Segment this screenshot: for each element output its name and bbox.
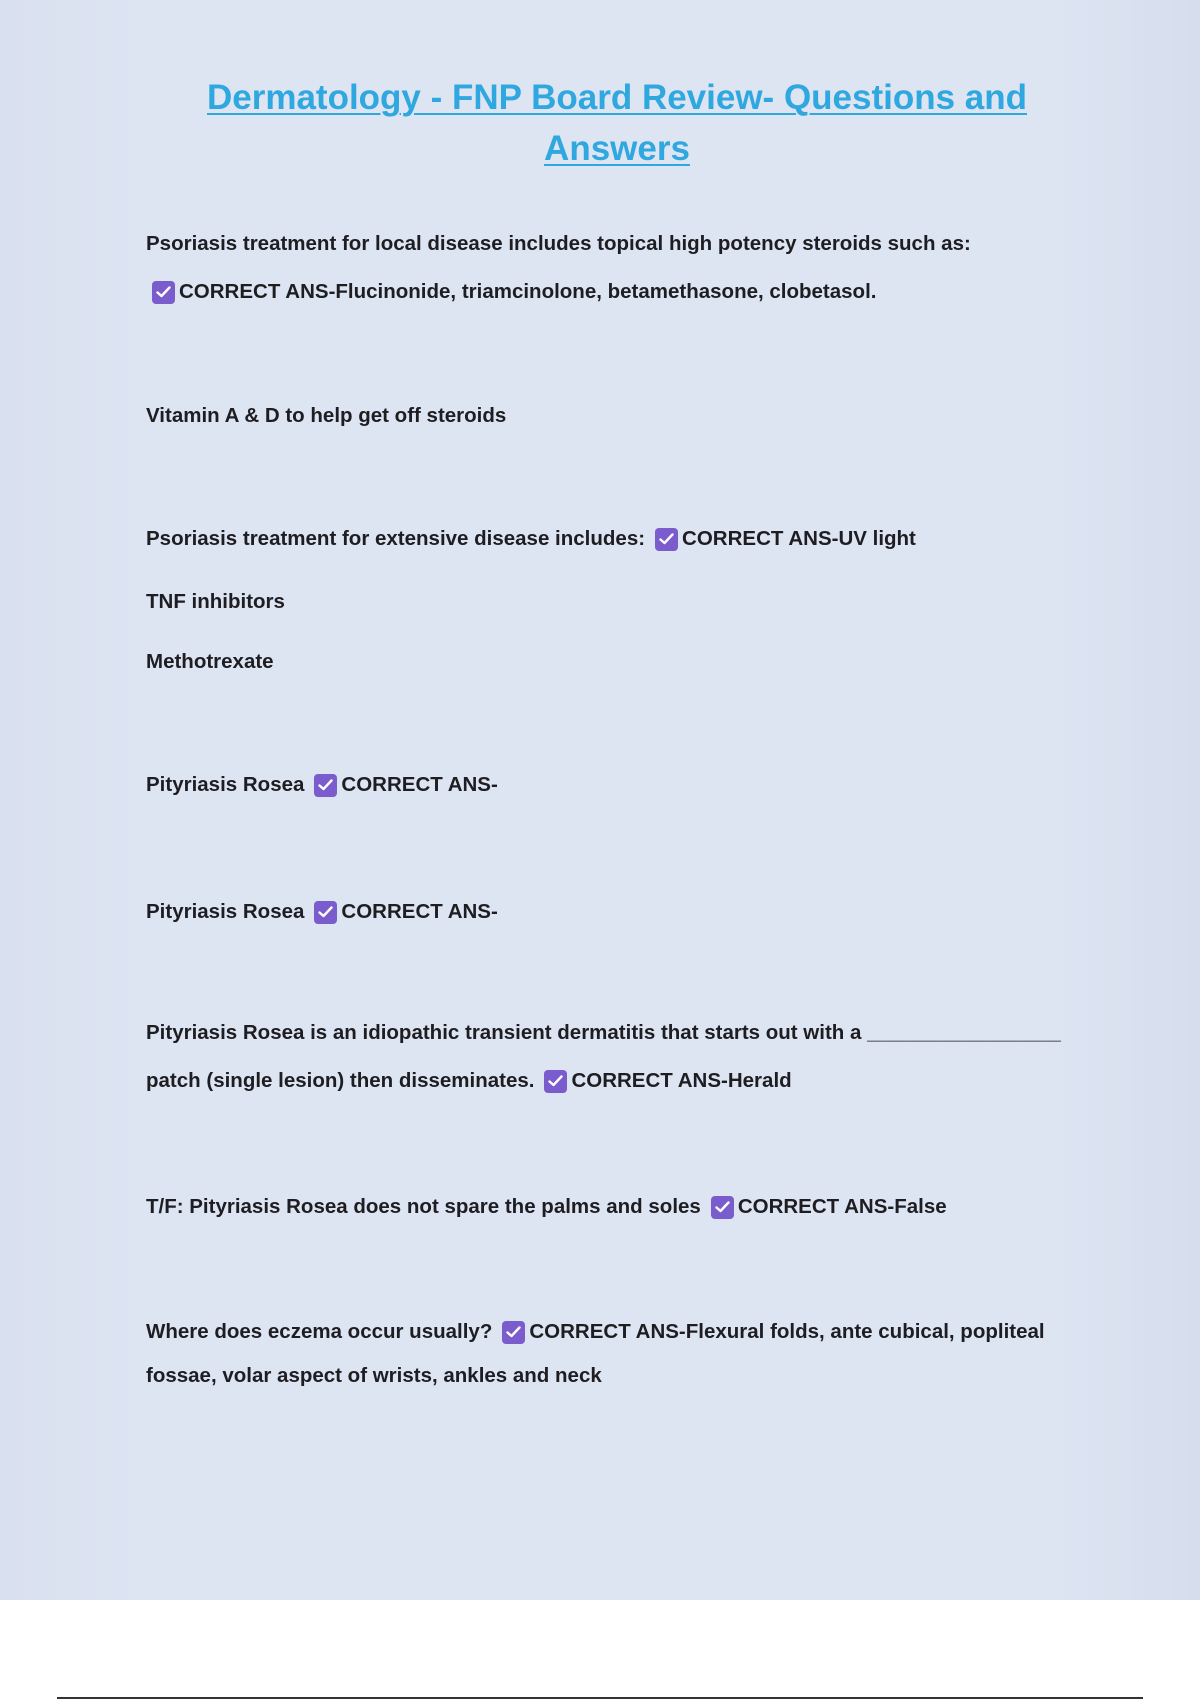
note-label: TNF inhibitors xyxy=(146,590,285,613)
note-label: Vitamin A & D to help get off steroids xyxy=(146,404,507,427)
answer-label: CORRECT ANS- xyxy=(341,773,498,796)
question-text xyxy=(146,773,498,797)
question-text xyxy=(146,232,971,256)
question-label: Where does eczema occur usually? xyxy=(146,1320,493,1343)
question-text xyxy=(146,1320,1045,1344)
footer-divider xyxy=(57,1697,1143,1699)
note-text xyxy=(146,404,506,428)
answer-label: CORRECT ANS-False xyxy=(737,1195,947,1218)
question-text xyxy=(146,1195,947,1219)
note-text xyxy=(146,650,274,674)
document-title: Dermatology - FNP Board Review- Questions and Answers xyxy=(206,78,1028,168)
question-label: T/F: Pityriasis Rosea does not spare the palms and soles xyxy=(146,1195,701,1218)
checkbox-checked-icon xyxy=(314,901,337,924)
checkbox-checked-icon xyxy=(152,281,175,304)
answer-text xyxy=(146,1364,602,1388)
answer-label: CORRECT ANS- xyxy=(341,900,498,923)
question-label: Psoriasis treatment for local disease includes topical high potency steroids such as: xyxy=(146,232,971,255)
question-label: Pityriasis Rosea xyxy=(146,773,305,796)
checkbox-checked-icon xyxy=(655,528,678,551)
answer-label: CORRECT ANS-UV light xyxy=(682,527,916,550)
question-label: Psoriasis treatment for extensive disease includes: xyxy=(146,527,646,550)
question-text xyxy=(146,1021,1061,1045)
question-text xyxy=(146,900,498,924)
question-text xyxy=(146,1069,792,1093)
answer-text xyxy=(148,280,876,304)
answer-label: CORRECT ANS-Flexural folds, ante cubical, popliteal xyxy=(529,1320,1045,1343)
question-label: patch (single lesion) then disseminates. xyxy=(146,1069,535,1092)
note-label: Methotrexate xyxy=(146,650,274,673)
note-text xyxy=(146,590,285,614)
question-label: Pityriasis Rosea is an idiopathic transient dermatitis that starts out with a _________________ xyxy=(146,1021,1061,1044)
question-text xyxy=(146,527,916,551)
checkbox-checked-icon xyxy=(711,1196,734,1219)
checkbox-checked-icon xyxy=(544,1070,567,1093)
question-label: Pityriasis Rosea xyxy=(146,900,305,923)
answer-label: CORRECT ANS-Herald xyxy=(571,1069,792,1092)
checkbox-checked-icon xyxy=(314,774,337,797)
answer-label: CORRECT ANS-Flucinonide, triamcinolone, betamethasone, clobetasol. xyxy=(179,280,877,303)
checkbox-checked-icon xyxy=(502,1321,525,1344)
answer-label: fossae, volar aspect of wrists, ankles and neck xyxy=(146,1364,602,1387)
